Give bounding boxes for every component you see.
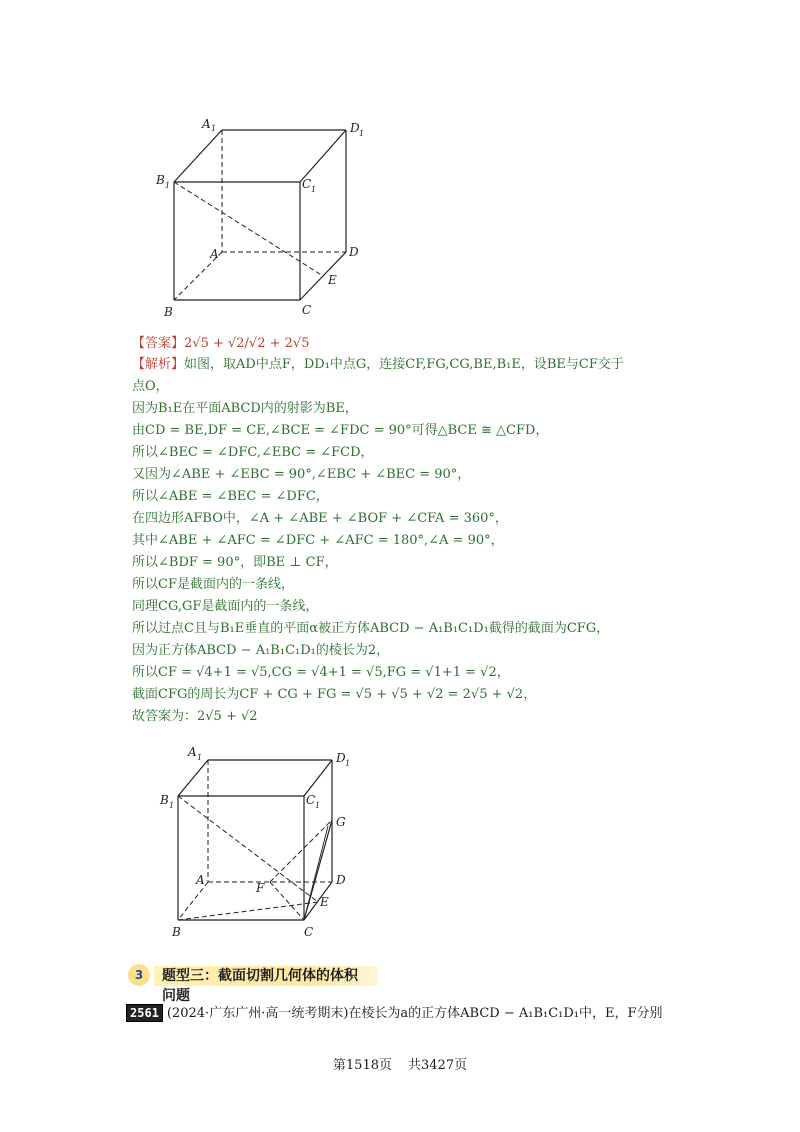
analysis-line-7: 在四边形AFBO中，∠A + ∠ABE + ∠BOF + ∠CFA = 360°， bbox=[132, 511, 508, 526]
svg-text:1: 1 bbox=[211, 124, 217, 133]
label-D: D bbox=[349, 245, 359, 259]
analysis-line-4: 所以∠BEC = ∠DFC,∠EBC = ∠FCD， bbox=[132, 445, 374, 460]
section-number-badge: 3 bbox=[128, 964, 150, 986]
label-A1: A bbox=[188, 745, 197, 759]
analysis-line-3: 由CD = BE,DF = CE,∠BCE = ∠FDC = 90°可得△BCE ≅ △CFD， bbox=[132, 423, 549, 438]
label-C1: C bbox=[306, 793, 316, 807]
label-C1: C bbox=[302, 177, 312, 191]
label-D1: D bbox=[350, 121, 360, 135]
analysis-line-13: 因为正方体ABCD − A₁B₁C₁D₁的棱长为2， bbox=[132, 643, 390, 658]
svg-text:1: 1 bbox=[311, 185, 317, 194]
analysis-line-9: 所以∠BDF = 90°，即BE ⊥ CF， bbox=[132, 555, 338, 570]
analysis-line-6: 所以∠ABE = ∠BEC = ∠DFC， bbox=[132, 489, 329, 504]
analysis-line-0: 【解析】如图，取AD中点F，DD₁中点G，连接CF,FG,CG,BE,B₁E，设BE与CF交于 bbox=[132, 357, 624, 372]
svg-text:1: 1 bbox=[165, 181, 171, 190]
label-C: C bbox=[302, 303, 312, 317]
svg-text:1: 1 bbox=[169, 801, 175, 810]
analysis-line-11: 同理CG,GF是截面内的一条线， bbox=[132, 599, 319, 614]
label-A: A bbox=[210, 247, 219, 261]
svg-text:1: 1 bbox=[315, 801, 321, 810]
label-B1: B bbox=[160, 793, 169, 807]
cube-figure-1 bbox=[150, 112, 380, 322]
analysis-line-14: 所以CF = √4+1 = √5,CG = √4+1 = √5,FG = √1+1 = √2， bbox=[132, 665, 510, 680]
label-B1: B bbox=[156, 173, 165, 187]
answer-tag: 【答案】 bbox=[132, 336, 185, 351]
answer-value: 2√5 + √2/√2 + 2√5 bbox=[184, 336, 310, 351]
analysis-line-16: 故答案为：2√5 + √2 bbox=[132, 709, 258, 724]
analysis-line-5: 又因为∠ABE + ∠EBC = 90°,∠EBC + ∠BEC = 90°， bbox=[132, 467, 471, 482]
analysis-line-8: 其中∠ABE + ∠AFC = ∠DFC + ∠AFC = 180°,∠A = 90°， bbox=[132, 533, 504, 548]
analysis-line-1: 点O， bbox=[132, 379, 169, 394]
page-footer bbox=[0, 1054, 800, 1073]
svg-text:1: 1 bbox=[359, 129, 365, 138]
svg-text:1: 1 bbox=[345, 759, 351, 768]
analysis-line-15: 截面CFG的周长为CF + CG + FG = √5 + √5 + √2 = 2√5 + √2， bbox=[132, 687, 537, 702]
label-B: B bbox=[172, 925, 181, 939]
label-C: C bbox=[304, 925, 314, 939]
problem-line bbox=[126, 1002, 663, 1022]
analysis-tag: 【解析】 bbox=[132, 357, 185, 372]
svg-text:1: 1 bbox=[197, 753, 203, 762]
label-A: A bbox=[196, 873, 205, 887]
page-total: 共3427页 bbox=[408, 1058, 468, 1073]
problem-id-badge: 2561 bbox=[126, 1004, 163, 1022]
page-number: 第1518页 bbox=[332, 1058, 392, 1073]
section-header bbox=[128, 964, 378, 1004]
label-D: D bbox=[336, 873, 346, 887]
label-D1: D bbox=[336, 751, 346, 765]
label-E: E bbox=[328, 273, 337, 287]
problem-text: (2024·广东广州·高一统考期末)在棱长为a的正方体ABCD − A₁B₁C₁D₁中，E，F分别 bbox=[166, 1006, 663, 1021]
cube-figure-2 bbox=[150, 742, 380, 942]
analysis-line-2: 因为B₁E在平面ABCD内的射影为BE， bbox=[132, 401, 358, 416]
label-G: G bbox=[336, 815, 346, 829]
analysis-line-10: 所以CF是截面内的一条线， bbox=[132, 577, 294, 592]
analysis-line-12: 所以过点C且与B₁E垂直的平面α被正方体ABCD − A₁B₁C₁D₁截得的截面为CFG， bbox=[132, 621, 610, 636]
answer-line bbox=[132, 332, 309, 351]
label-A1: A bbox=[202, 117, 211, 131]
label-B: B bbox=[164, 305, 173, 319]
label-F: F bbox=[256, 881, 265, 895]
section-title: 题型三：截面切割几何体的体积问题 bbox=[154, 966, 378, 986]
label-E: E bbox=[320, 895, 329, 909]
